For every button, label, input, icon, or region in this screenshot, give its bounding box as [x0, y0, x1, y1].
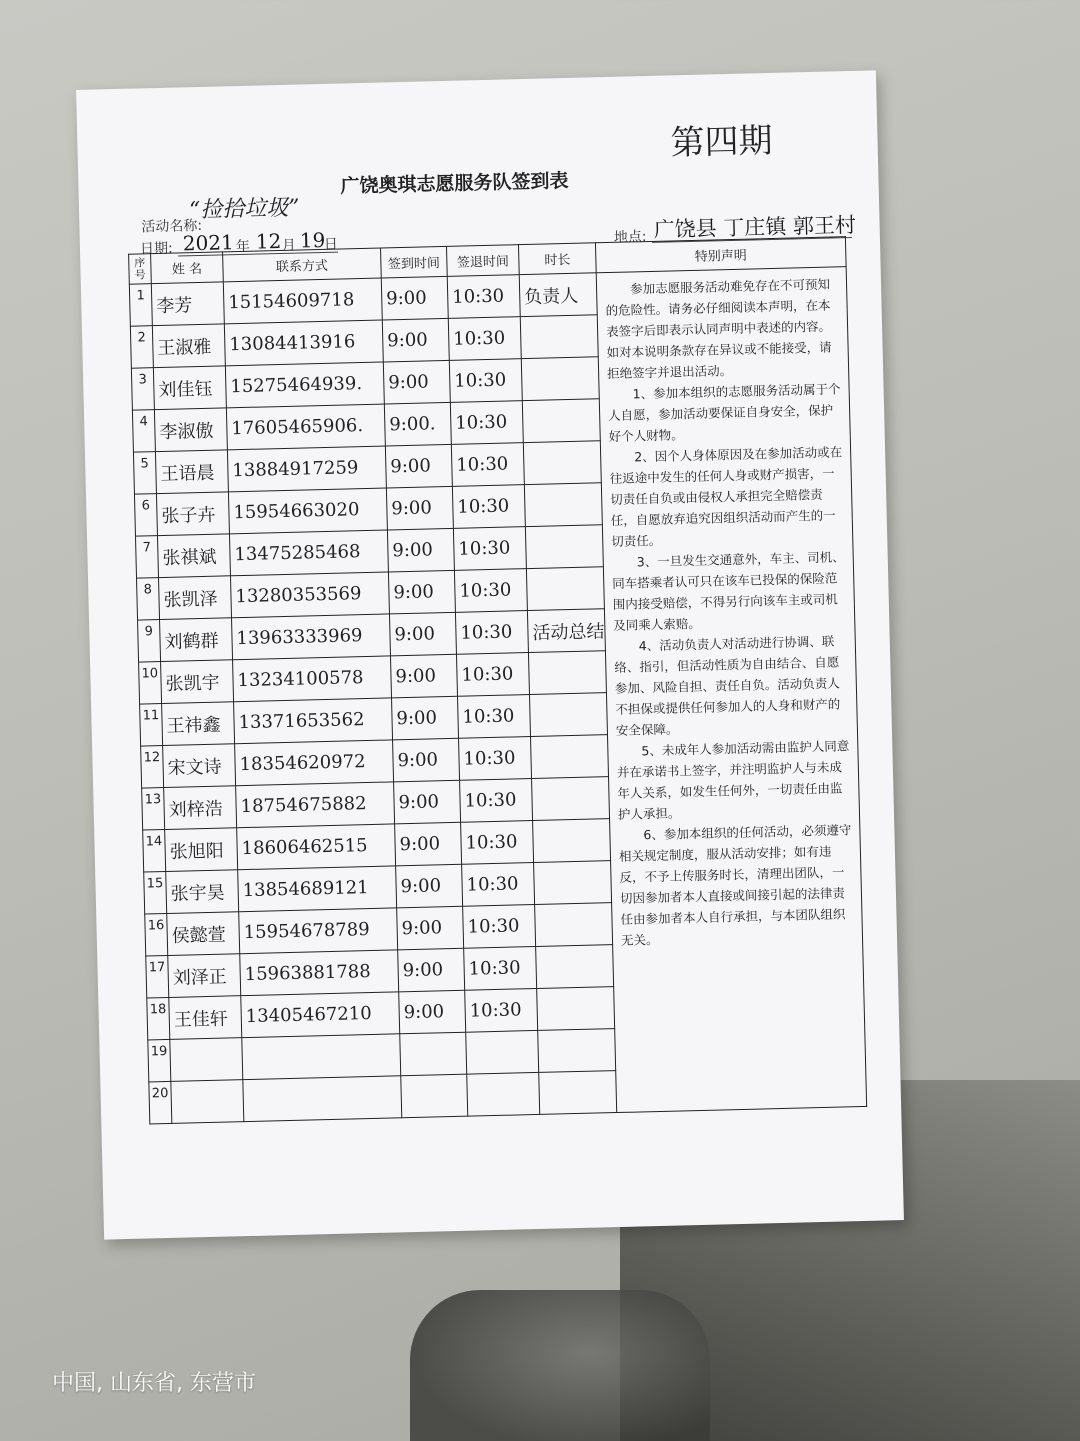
contact-phone	[243, 1076, 402, 1122]
row-number: 13	[142, 788, 165, 831]
duration-note: 活动总结	[527, 609, 605, 653]
check-out-time: 10:30	[460, 779, 533, 823]
check-out-time: 10:30	[447, 275, 520, 319]
row-number: 20	[149, 1081, 172, 1124]
row-number: 16	[145, 913, 168, 956]
check-in-time: 9:00	[382, 318, 449, 362]
contact-phone: 13475285468	[229, 530, 388, 576]
duration-note: 负责人	[519, 273, 597, 317]
date-year-unit: 年	[235, 238, 251, 256]
header-no: 序号	[129, 254, 152, 285]
contact-phone: 15154609718	[223, 278, 382, 324]
check-out-time: 10:30	[462, 862, 535, 906]
row-number: 7	[135, 536, 158, 579]
check-in-time: 9:00	[397, 906, 464, 950]
location-label: 地点:	[613, 229, 647, 246]
check-out-time: 10:30	[451, 443, 524, 487]
volunteer-name: 刘佳钰	[153, 366, 226, 410]
contact-phone: 13854689121	[238, 866, 397, 912]
duration-note	[536, 945, 614, 989]
check-out-time: 10:30	[457, 695, 530, 739]
volunteer-name: 张宇昊	[166, 870, 239, 914]
duration-note	[520, 315, 598, 359]
volunteer-name	[171, 1080, 244, 1124]
issue-number: 第四期	[670, 120, 774, 164]
date-month-unit: 月	[281, 237, 297, 254]
duration-note	[522, 399, 600, 443]
duration-note	[539, 1071, 617, 1115]
check-out-time: 10:30	[452, 485, 525, 529]
check-out-time: 10:30	[455, 611, 528, 655]
check-in-time: 9:00	[385, 444, 452, 488]
row-number: 10	[139, 662, 162, 705]
contact-phone: 13234100578	[233, 656, 392, 702]
duration-note	[535, 903, 613, 947]
volunteer-name: 刘鹤群	[160, 618, 233, 662]
activity-label: 活动名称:	[141, 217, 203, 236]
row-number: 4	[132, 410, 155, 453]
sign-in-sheet	[76, 70, 904, 1239]
volunteer-name: 侯懿萱	[167, 912, 240, 956]
header-duration: 时长	[518, 243, 596, 275]
check-in-time: 9:00	[393, 738, 460, 782]
contact-phone: 18606462515	[237, 824, 396, 870]
volunteer-name: 张祺斌	[157, 534, 230, 578]
duration-note	[534, 861, 612, 905]
contact-phone: 13884917259	[227, 446, 386, 492]
row-number: 5	[133, 452, 156, 495]
statement-paragraph: 2、因个人身体原因及在参加活动或在往返途中发生的任何人身或财产损害，一切责任自负或由侵权人承担完全赔偿责任，自愿放弃追究因组织活动而产生的一切责任。	[609, 444, 843, 550]
check-in-time: 9:00	[388, 570, 455, 614]
volunteer-name: 张凯宇	[161, 660, 234, 704]
check-out-time	[467, 1072, 540, 1116]
duration-note	[523, 441, 601, 485]
duration-note	[525, 525, 603, 569]
check-out-time: 10:30	[453, 527, 526, 571]
volunteer-name: 李芳	[151, 282, 224, 326]
row-number: 17	[146, 955, 169, 998]
volunteer-name: 张子卉	[156, 492, 229, 536]
check-in-time: 9:00.	[384, 402, 451, 446]
statement-paragraph: 参加志愿服务活动难免存在不可预知的危险性。请务必仔细阅读本声明，在本表签字后即表示认同声明中表述的内容。如对本说明条款存在异议或不能接受，请拒绝签字并退出活动。	[605, 276, 832, 382]
volunteer-name: 王佳轩	[169, 996, 242, 1040]
check-in-time: 9:00	[390, 654, 457, 698]
row-number: 6	[134, 494, 157, 537]
volunteer-name: 王祎鑫	[162, 702, 235, 746]
check-in-time: 9:00	[392, 696, 459, 740]
desk-object	[410, 1290, 710, 1441]
check-in-time: 9:00	[399, 990, 466, 1034]
contact-phone: 18354620972	[235, 740, 394, 786]
check-in-time: 9:00	[386, 486, 453, 530]
header-checkin: 签到时间	[381, 246, 448, 278]
date-day: 19	[299, 227, 326, 253]
row-number: 19	[148, 1039, 171, 1082]
special-statement	[596, 267, 866, 1113]
check-out-time: 10:30	[461, 821, 534, 865]
volunteer-name: 张凯泽	[159, 576, 232, 620]
duration-note	[529, 693, 607, 737]
date-label: 日期:	[139, 240, 173, 258]
header-checkout: 签退时间	[447, 245, 520, 277]
duration-note	[532, 777, 610, 821]
contact-phone: 13371653562	[234, 698, 393, 744]
statement-paragraph: 4、活动负责人对活动进行协调、联络、指引，但活动性质为自由结合、自愿参加、风险自担、责任自负。活动负责人不担保或提供任何参加人的人身和财产的安全保障。	[614, 633, 841, 738]
check-in-time	[400, 1032, 467, 1076]
row-number: 1	[129, 284, 152, 327]
row-number: 15	[144, 871, 167, 914]
duration-note	[531, 735, 609, 779]
check-out-time: 10:30	[454, 569, 527, 613]
volunteer-name: 王淑雅	[152, 324, 225, 368]
check-out-time	[466, 1030, 539, 1074]
check-out-time: 10:30	[456, 653, 529, 697]
volunteer-name: 王语晨	[155, 450, 228, 494]
header-contact: 联系方式	[223, 248, 382, 282]
row-number: 3	[131, 368, 154, 411]
volunteer-name: 李淑傲	[154, 408, 227, 452]
location-value: 广饶县 丁庄镇 郭王村	[653, 212, 857, 242]
activity-name: “捡拾垃圾”	[188, 195, 300, 224]
volunteer-name	[170, 1038, 243, 1082]
contact-phone: 18754675882	[236, 782, 395, 828]
check-out-time: 10:30	[449, 359, 522, 403]
row-number: 12	[141, 746, 164, 789]
header-name: 姓 名	[151, 252, 224, 284]
statement-paragraph: 3、一旦发生交通意外，车主、司机、同车搭乘者认可只在该车已投保的保险范围内接受赔偿，不得另行向该车主或司机及同乘人索赔。	[612, 549, 845, 633]
duration-note	[537, 987, 615, 1031]
check-in-time	[401, 1074, 468, 1118]
duration-note	[538, 1029, 616, 1073]
location-watermark: 中国, 山东省, 东营市	[52, 1371, 256, 1396]
volunteer-name: 宋文诗	[163, 744, 236, 788]
contact-phone: 13280353569	[230, 572, 389, 618]
contact-phone: 15954663020	[228, 488, 387, 534]
duration-note	[533, 819, 611, 863]
volunteer-name: 刘梓浩	[164, 786, 237, 830]
statement-paragraph: 5、未成年人参加活动需由监护人同意并在承诺书上签字，并注明监护人与未成年人关系，如发生任何外，一切责任由监护人承担。	[616, 738, 850, 822]
check-out-time: 10:30	[450, 401, 523, 445]
check-in-time: 9:00	[389, 612, 456, 656]
check-out-time: 10:30	[465, 988, 538, 1032]
row-number: 18	[147, 997, 170, 1040]
row-number: 11	[140, 704, 163, 747]
check-in-time: 9:00	[387, 528, 454, 572]
sign-in-table	[128, 236, 867, 1124]
statement-paragraph: 6、参加本组织的任何活动，必须遵守相关规定制度，服从活动安排；如有违反，不予上传服务时长，清理出团队，一切因参加者本人直接或间接引起的法律责任由参加者本人自行承担，与本团队组织无关。	[618, 822, 852, 948]
contact-phone: 15963881788	[240, 950, 399, 996]
check-out-time: 10:30	[459, 737, 532, 781]
contact-phone: 13084413916	[224, 320, 383, 366]
contact-phone: 13405467210	[241, 992, 400, 1038]
row-number: 14	[143, 830, 166, 873]
duration-note	[526, 567, 604, 611]
date-year: 2021	[182, 230, 235, 256]
row-number: 2	[130, 326, 153, 369]
row-number: 8	[137, 578, 160, 621]
check-out-time: 10:30	[448, 317, 521, 361]
duration-note	[524, 483, 602, 527]
check-in-time: 9:00	[381, 276, 448, 320]
check-in-time: 9:00	[383, 360, 450, 404]
contact-phone: 15954678789	[239, 908, 398, 954]
date-month: 12	[255, 228, 282, 254]
check-out-time: 10:30	[464, 946, 537, 990]
check-in-time: 9:00	[398, 948, 465, 992]
volunteer-name: 张旭阳	[165, 828, 238, 872]
contact-phone: 17605465906.	[226, 404, 385, 450]
duration-note	[528, 651, 606, 695]
check-in-time: 9:00	[396, 864, 463, 908]
row-number: 9	[138, 620, 161, 663]
contact-phone: 15275464939.	[225, 362, 384, 408]
contact-phone: 13963333969	[232, 614, 391, 660]
check-out-time: 10:30	[463, 904, 536, 948]
contact-phone	[242, 1034, 401, 1080]
volunteer-name: 刘泽正	[168, 954, 241, 998]
date-day-unit: 日	[323, 236, 339, 253]
duration-note	[521, 357, 599, 401]
header-statement: 特别声明	[595, 237, 846, 273]
check-in-time: 9:00	[395, 822, 462, 866]
statement-paragraph: 1、参加本组织的志愿服务活动属于个人自愿，参加活动要保证自身安全，保护好个人财物。	[608, 381, 841, 445]
check-in-time: 9:00	[394, 780, 461, 824]
sheet-title: 广饶奥琪志愿服务队签到表	[340, 169, 569, 198]
